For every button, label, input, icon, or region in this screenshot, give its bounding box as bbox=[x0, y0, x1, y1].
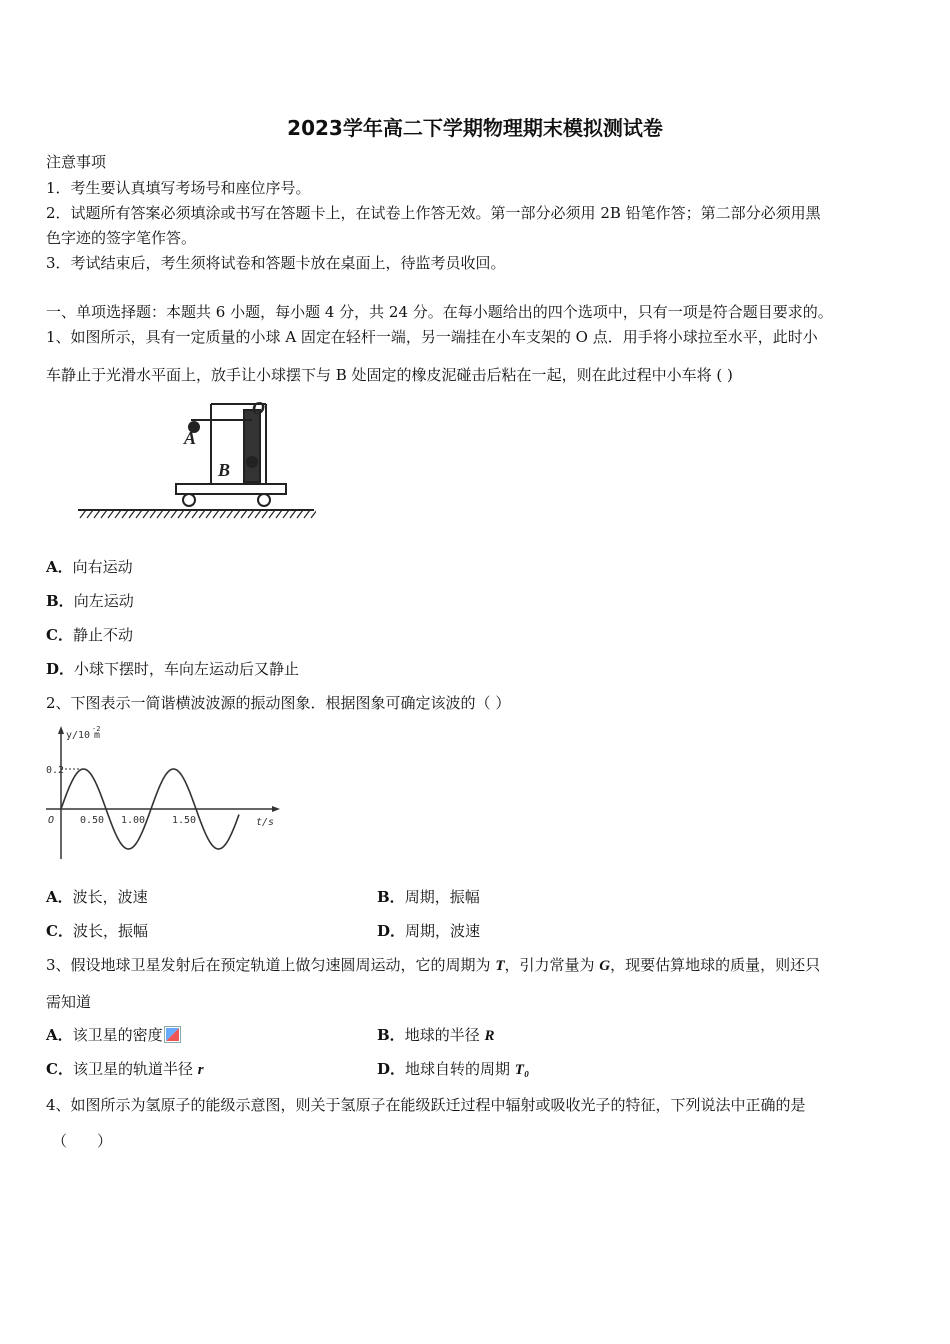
x-tick-label: 1.50 bbox=[172, 815, 197, 826]
x-axis-label: t/s bbox=[256, 817, 275, 828]
q2-option-b bbox=[377, 887, 480, 907]
period-symbol: T bbox=[495, 958, 505, 974]
hatch-line bbox=[206, 510, 212, 518]
option-text: 该卫星的密度 bbox=[72, 1026, 163, 1044]
option-label: A． bbox=[46, 888, 73, 906]
q1-option-d bbox=[46, 659, 299, 679]
origin-label: O bbox=[48, 815, 55, 826]
q3-stem-line2: 需知道 bbox=[46, 993, 92, 1011]
hatch-line bbox=[297, 510, 303, 518]
option-text: 该卫星的轨道半径 bbox=[72, 1060, 198, 1078]
point-b-label: B bbox=[218, 460, 231, 480]
hatch-line bbox=[157, 510, 163, 518]
option-text: 静止不动 bbox=[72, 626, 133, 644]
cart-pendulum-drawing bbox=[78, 404, 314, 510]
q1-stem-line2: 车静止于光滑水平面上，放手让小球摆下与 B 处固定的橡皮泥碰击后粘在一起，则在此过程中小车将 ( ) bbox=[46, 366, 733, 384]
hatch-line bbox=[248, 510, 254, 518]
q2-vibration-graph bbox=[44, 724, 284, 864]
hatch-line bbox=[220, 510, 226, 518]
option-label: D． bbox=[377, 1060, 406, 1078]
x-tick-label: 0.50 bbox=[80, 815, 105, 826]
q1-stem-line1: 1、如图所示，具有一定质量的小球 A 固定在轻杆一端，另一端挂在小车支架的 O 点．用手将小球拉至水平，此时小 bbox=[46, 328, 818, 346]
hatch-line bbox=[108, 510, 114, 518]
option-label: A． bbox=[46, 558, 73, 576]
hatch-line bbox=[304, 510, 310, 518]
broken-image-icon bbox=[164, 1026, 181, 1043]
hatch-line bbox=[122, 510, 128, 518]
hatch-line bbox=[269, 510, 275, 518]
section-heading: 一、单项选择题：本题共 6 小题，每小题 4 分，共 24 分。在每小题给出的四个选项中，只有一项是符合题目要求的。 bbox=[46, 303, 833, 321]
q2-option-c bbox=[46, 921, 148, 941]
q3-stem-line1 bbox=[46, 955, 820, 976]
option-text: 向右运动 bbox=[72, 558, 133, 576]
y-axis-label: y/10 bbox=[66, 730, 91, 741]
x-axis-arrow bbox=[272, 806, 280, 812]
hatch-line bbox=[276, 510, 282, 518]
notice-item-3: 3．考试结束后，考生须将试卷和答题卡放在桌面上，待监考员收回。 bbox=[46, 254, 506, 272]
option-text: 波长，振幅 bbox=[72, 922, 148, 940]
option-variable: R bbox=[484, 1028, 495, 1044]
q1-option-c bbox=[46, 625, 133, 645]
ground-hatching bbox=[80, 510, 316, 518]
hatch-line bbox=[178, 510, 184, 518]
point-a-label: A bbox=[184, 428, 197, 448]
hatch-line bbox=[143, 510, 149, 518]
notice-item-2-cont: 色字迹的签字笔作答。 bbox=[46, 229, 197, 247]
q1-option-b bbox=[46, 591, 134, 611]
option-variable: T₀ bbox=[514, 1062, 530, 1078]
hatch-line bbox=[129, 510, 135, 518]
y-tick-label: 0.2 bbox=[46, 765, 65, 776]
hatch-line bbox=[80, 510, 86, 518]
option-text: 波长，波速 bbox=[72, 888, 148, 906]
notice-item-2: 2．试题所有答案必须填涂或书写在答题卡上，在试卷上作答无效。第一部分必须用 2B 铅笔作答；第二部分必须用黑 bbox=[46, 204, 821, 222]
hatch-line bbox=[101, 510, 107, 518]
hatch-line bbox=[262, 510, 268, 518]
y-axis-arrow bbox=[58, 726, 64, 734]
option-label: D． bbox=[46, 660, 75, 678]
point-o-label: O bbox=[252, 398, 265, 418]
option-text: 向左运动 bbox=[73, 592, 134, 610]
hatch-line bbox=[241, 510, 247, 518]
q2-stem: 2、下图表示一简谐横波波源的振动图象．根据图象可确定该波的（ ） bbox=[46, 694, 511, 712]
hatch-line bbox=[227, 510, 233, 518]
option-label: C． bbox=[46, 626, 73, 644]
notice-item-1: 1．考生要认真填写考场号和座位序号。 bbox=[46, 179, 311, 197]
q1-cart-figure bbox=[76, 392, 316, 522]
q3-option-a bbox=[46, 1025, 181, 1045]
gravity-constant-symbol: G bbox=[599, 958, 611, 974]
option-label: D． bbox=[377, 922, 406, 940]
option-text: 地球的半径 bbox=[404, 1026, 485, 1044]
hatch-line bbox=[255, 510, 261, 518]
hatch-line bbox=[87, 510, 93, 518]
q3-stem-part: ，现要估算地球的质量，则还只 bbox=[610, 956, 821, 974]
q2-option-d bbox=[377, 921, 480, 941]
q3-stem-part: ，引力常量为 bbox=[504, 956, 600, 974]
option-label: B． bbox=[377, 888, 405, 906]
page-title: 2023学年高二下学期物理期末模拟测试卷 bbox=[287, 116, 663, 140]
option-text: 地球自转的周期 bbox=[405, 1060, 515, 1078]
hatch-line bbox=[115, 510, 121, 518]
y-axis-unit: m bbox=[94, 730, 101, 741]
option-label: C． bbox=[46, 922, 73, 940]
x-tick-label: 1.00 bbox=[121, 815, 146, 826]
y-axis-exponent: -2 bbox=[92, 725, 101, 733]
hatch-line bbox=[234, 510, 240, 518]
q3-option-b bbox=[377, 1025, 494, 1046]
hatch-line bbox=[94, 510, 100, 518]
q4-stem-line1: 4、如图所示为氢原子的能级示意图，则关于氢原子在能级跃迁过程中辐射或吸收光子的特征，下列说法中正确的是 bbox=[46, 1096, 806, 1114]
q3-option-c bbox=[46, 1059, 204, 1080]
hatch-line bbox=[199, 510, 205, 518]
option-variable: r bbox=[197, 1062, 204, 1078]
option-label: C． bbox=[46, 1060, 73, 1078]
q3-option-d bbox=[377, 1059, 529, 1080]
option-label: B． bbox=[46, 592, 74, 610]
hatch-line bbox=[283, 510, 289, 518]
option-text: 周期，波速 bbox=[405, 922, 481, 940]
notice-heading: 注意事项 bbox=[46, 153, 107, 171]
q3-stem-part: 3、假设地球卫星发射后在预定轨道上做匀速圆周运动，它的周期为 bbox=[46, 956, 496, 974]
hatch-line bbox=[290, 510, 296, 518]
q1-option-a bbox=[46, 557, 133, 577]
q2-option-a bbox=[46, 887, 148, 907]
option-text: 周期，振幅 bbox=[404, 888, 480, 906]
hatch-line bbox=[311, 510, 316, 518]
hatch-line bbox=[192, 510, 198, 518]
hatch-line bbox=[164, 510, 170, 518]
q4-stem-line2: （ ） bbox=[52, 1132, 113, 1150]
hatch-line bbox=[136, 510, 142, 518]
hatch-line bbox=[213, 510, 219, 518]
hatch-line bbox=[185, 510, 191, 518]
hatch-line bbox=[150, 510, 156, 518]
option-label: A． bbox=[46, 1026, 73, 1044]
option-label: B． bbox=[377, 1026, 405, 1044]
hatch-line bbox=[171, 510, 177, 518]
option-text: 小球下摆时，车向左运动后又静止 bbox=[74, 660, 300, 678]
